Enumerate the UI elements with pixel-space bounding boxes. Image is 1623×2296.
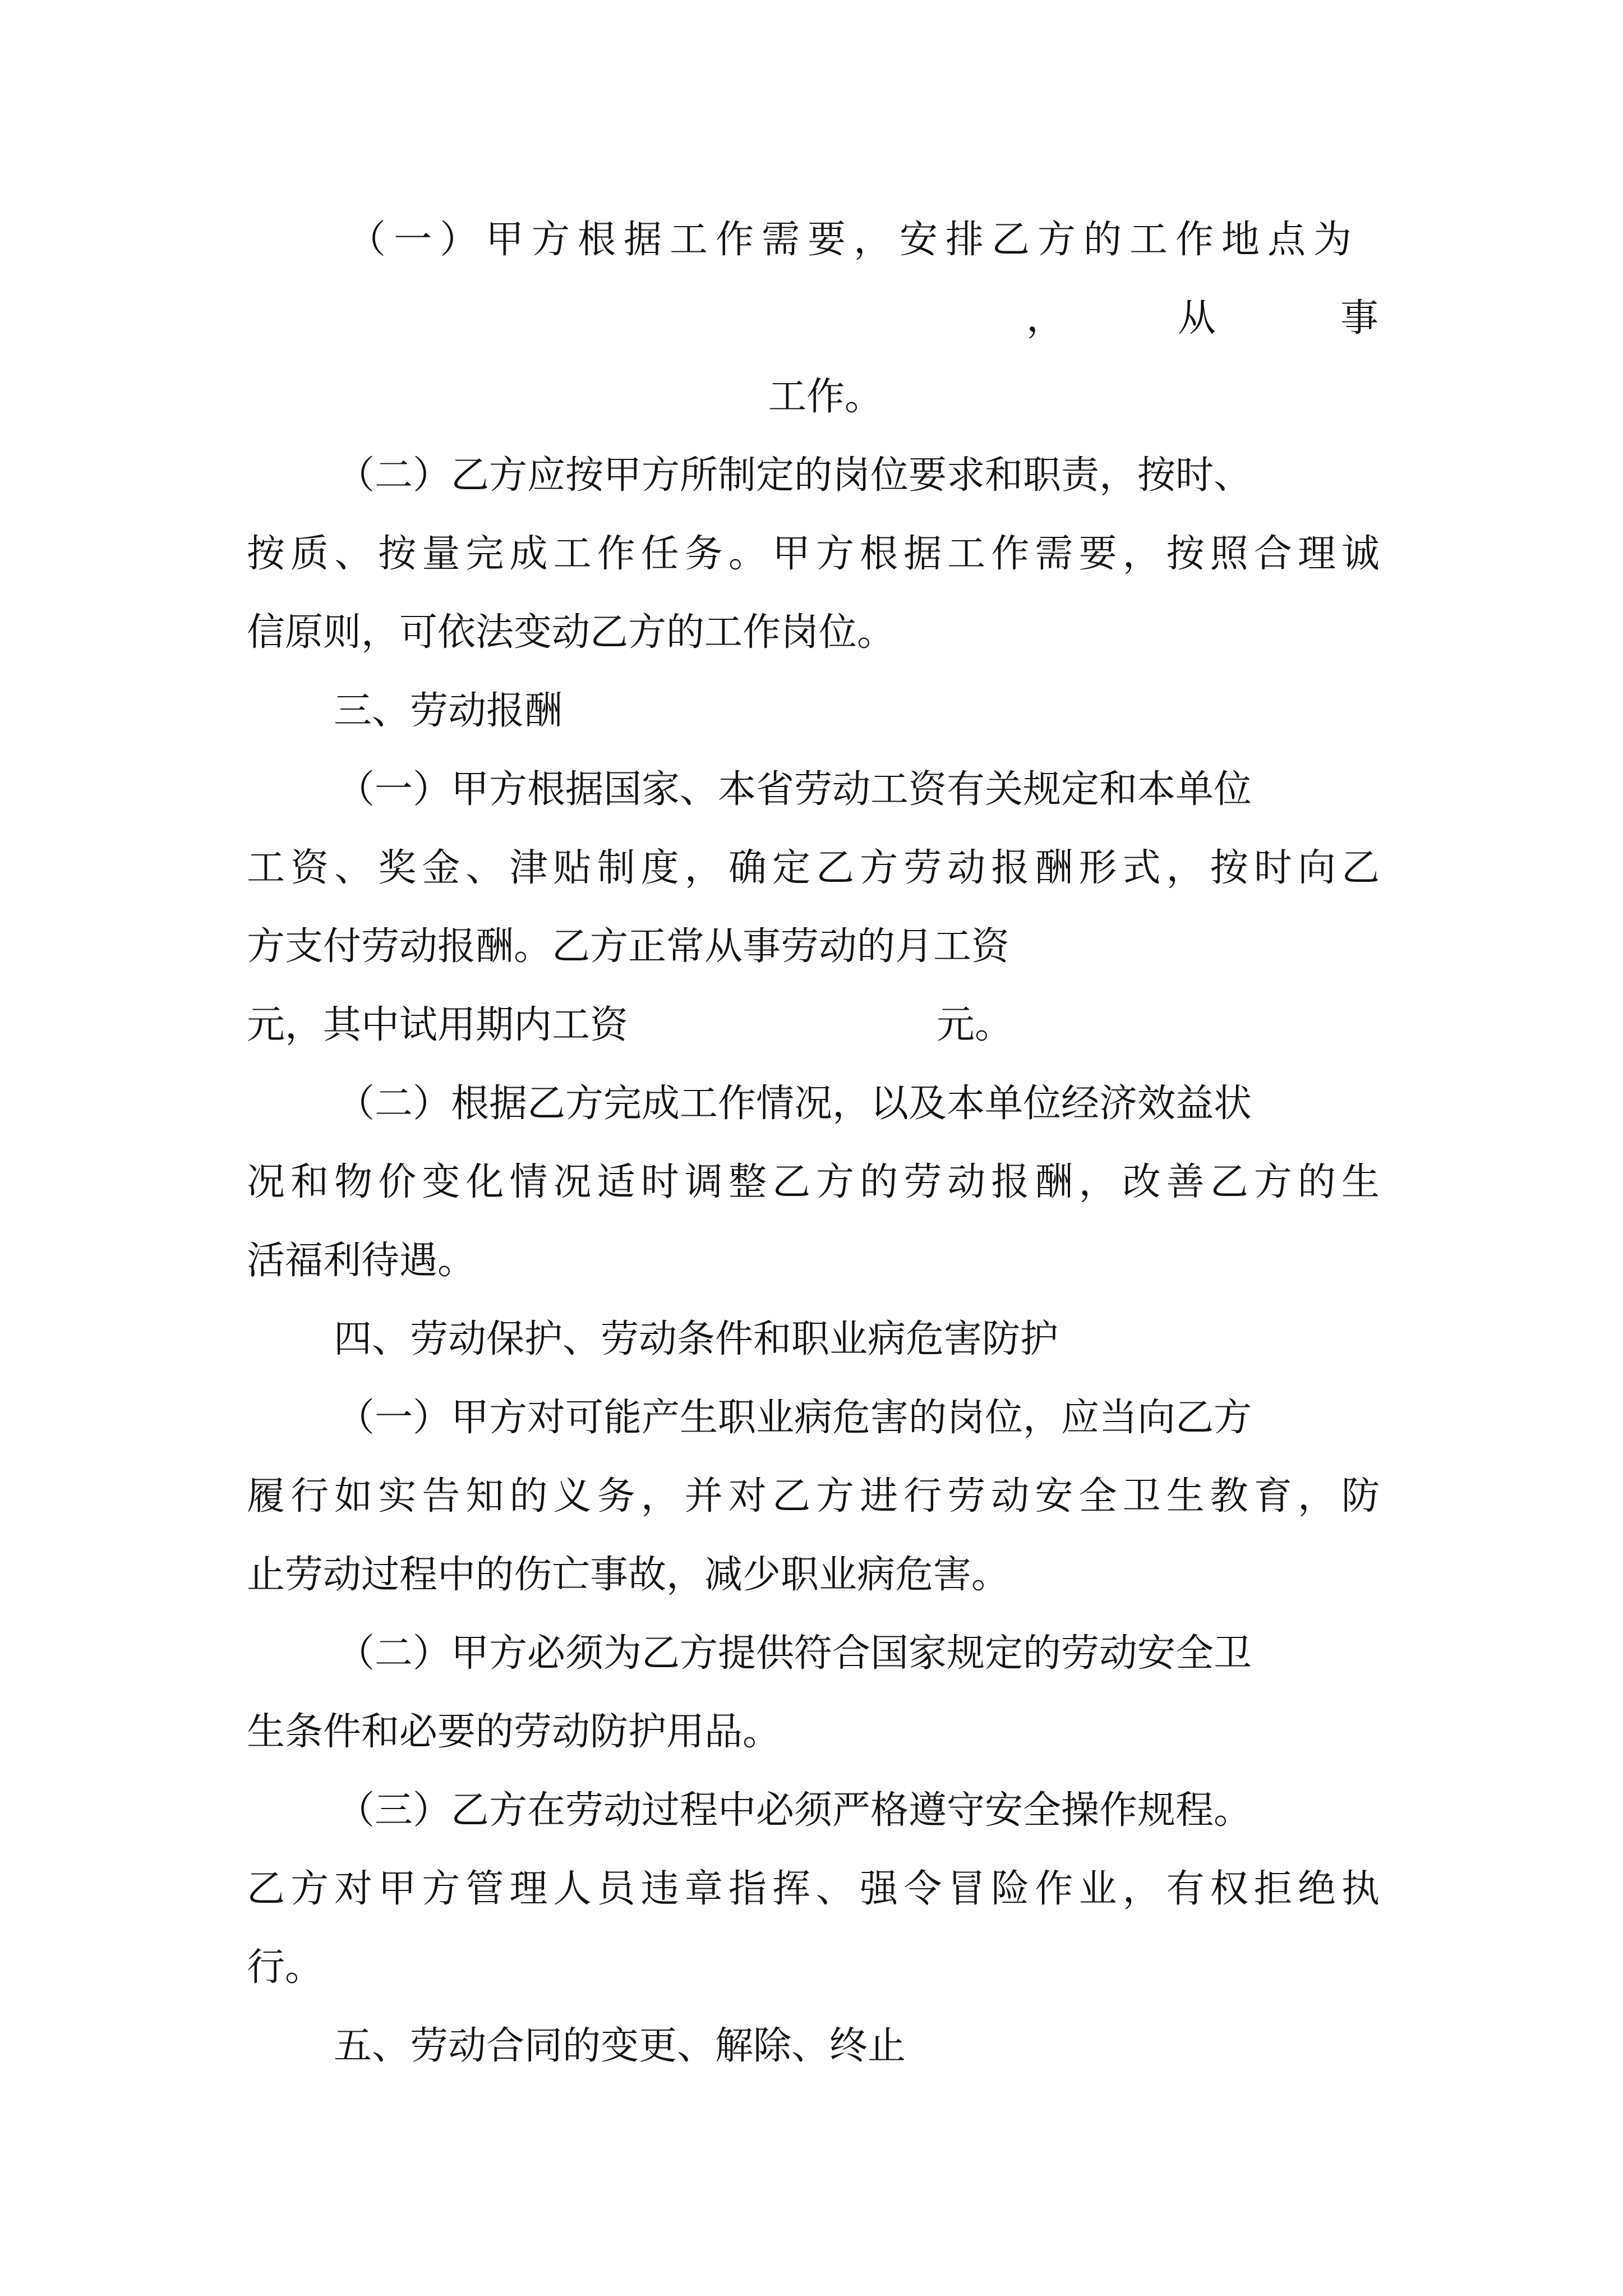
paragraph-line: 活福利待遇。 (247, 1239, 476, 1283)
paragraph-line: 履行如实告知的义务，并对乙方进行劳动安全卫生教育，防 (247, 1474, 1380, 1519)
section-heading: 三、劳动报酬 (334, 689, 563, 733)
paragraph-line: （二）乙方应按甲方所制定的岗位要求和职责，按时、 (336, 453, 1252, 498)
work-suffix: 工作。 (768, 375, 883, 419)
word-cong: 从 (1178, 296, 1216, 341)
paragraph-line: 生条件和必要的劳动防护用品。 (247, 1710, 781, 1754)
paragraph-line: （二）甲方必须为乙方提供符合国家规定的劳动安全卫 (336, 1631, 1252, 1676)
paragraph-line: （二）根据乙方完成工作情况，以及本单位经济效益状 (336, 1082, 1252, 1126)
paragraph-line: （一）甲方根据国家、本省劳动工资有关规定和本单位 (336, 767, 1252, 812)
paragraph-line: 按质、按量完成工作任务。甲方根据工作需要，按照合理诚 (247, 532, 1380, 576)
section-heading: 五、劳动合同的变更、解除、终止 (334, 2024, 906, 2068)
paragraph-line: 行。 (247, 1945, 324, 1990)
paragraph-line: （一）甲方根据工作需要，安排乙方的工作地点为 (348, 218, 1360, 262)
paragraph-line: 信原则，可依法变动乙方的工作岗位。 (247, 610, 896, 655)
blank-fill-line (247, 291, 1380, 347)
paragraph-line: （三）乙方在劳动过程中必须严格遵守安全操作规程。 (336, 1788, 1252, 1833)
salary-probation: 元，其中试用期内工资 (247, 1003, 629, 1047)
comma-mark: ， (1026, 296, 1065, 341)
word-shi: 事 (1340, 296, 1379, 341)
paragraph-line: 乙方对甲方管理人员违章指挥、强令冒险作业，有权拒绝执 (247, 1867, 1380, 1911)
paragraph-line: 止劳动过程中的伤亡事故，减少职业病危害。 (247, 1553, 1010, 1597)
paragraph-line: 方支付劳动报酬。乙方正常从事劳动的月工资 (247, 924, 1010, 969)
paragraph-line (247, 369, 1380, 425)
salary-unit: 元。 (937, 1003, 1013, 1047)
section-heading: 四、劳动保护、劳动条件和职业病危害防护 (334, 1317, 1059, 1361)
paragraph-line: 工资、奖金、津贴制度，确定乙方劳动报酬形式，按时向乙 (247, 846, 1380, 890)
salary-fill-line (247, 997, 1380, 1053)
paragraph-line: 况和物价变化情况适时调整乙方的劳动报酬，改善乙方的生 (247, 1160, 1380, 1204)
paragraph-line: （一）甲方对可能产生职业病危害的岗位，应当向乙方 (336, 1396, 1252, 1440)
